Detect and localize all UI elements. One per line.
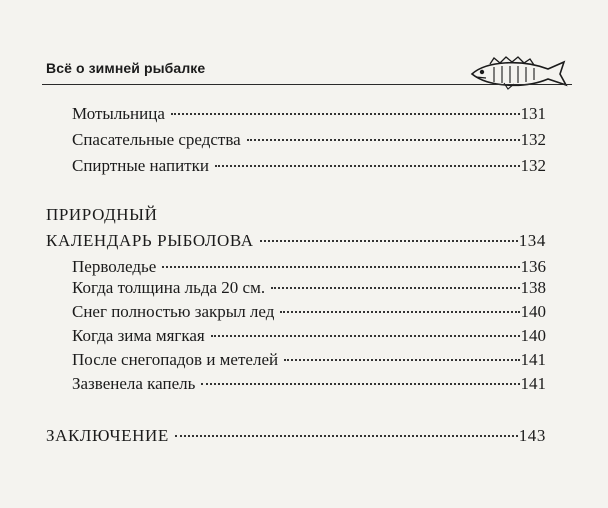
toc-entry-page: 131 bbox=[520, 104, 546, 123]
dot-leader bbox=[215, 165, 520, 167]
toc-entry bbox=[72, 374, 546, 394]
toc-section-entry bbox=[46, 426, 546, 446]
dot-leader bbox=[162, 266, 519, 268]
toc-entry-page: 141 bbox=[520, 350, 546, 369]
toc-entry-page: 132 bbox=[520, 156, 546, 175]
dot-leader bbox=[280, 311, 519, 313]
toc-entry-title: Перволедье bbox=[72, 257, 157, 276]
toc-entry bbox=[72, 326, 546, 346]
toc-entry bbox=[72, 302, 546, 322]
toc-entry-title: После снегопадов и метелей bbox=[72, 350, 279, 369]
toc-entry bbox=[72, 257, 546, 277]
toc-entry-title: Мотыльница bbox=[72, 104, 165, 123]
toc-section-entry bbox=[46, 231, 546, 251]
toc-entry bbox=[72, 104, 546, 124]
toc-entry-page: 140 bbox=[520, 302, 546, 321]
toc-entry bbox=[72, 156, 546, 176]
conclusion-page: 143 bbox=[518, 426, 546, 445]
header-rule bbox=[42, 84, 572, 85]
dot-leader bbox=[211, 335, 520, 337]
toc-entry-title: Когда зима мягкая bbox=[72, 326, 205, 345]
dot-leader bbox=[260, 240, 518, 242]
running-title: Всё о зимней рыбалке bbox=[46, 60, 206, 76]
toc-entry-page: 141 bbox=[520, 374, 546, 393]
toc-entry-title: Когда толщина льда 20 см. bbox=[72, 278, 266, 297]
perch-fish-icon bbox=[464, 55, 574, 91]
dot-leader bbox=[175, 435, 518, 437]
dot-leader bbox=[271, 287, 519, 289]
toc-section-page: 134 bbox=[518, 231, 546, 250]
toc-entry bbox=[72, 350, 546, 370]
toc-entry-title: Спасательные средства bbox=[72, 130, 241, 149]
toc-entry-page: 138 bbox=[520, 278, 546, 297]
section-heading-line2: КАЛЕНДАРЬ РЫБОЛОВА bbox=[46, 231, 254, 250]
toc-entry bbox=[72, 278, 546, 298]
conclusion-title: ЗАКЛЮЧЕНИЕ bbox=[46, 426, 169, 445]
toc-entry-page: 140 bbox=[520, 326, 546, 345]
dot-leader bbox=[171, 113, 520, 115]
toc-entry-page: 136 bbox=[520, 257, 546, 276]
dot-leader bbox=[284, 359, 519, 361]
dot-leader bbox=[201, 383, 519, 385]
toc-entry bbox=[72, 130, 546, 150]
section-heading-line1: ПРИРОДНЫЙ bbox=[46, 205, 158, 224]
dot-leader bbox=[247, 139, 520, 141]
toc-entry-title: Спиртные напитки bbox=[72, 156, 209, 175]
toc-entry-page: 132 bbox=[520, 130, 546, 149]
toc-entry-title: Снег полностью закрыл лед bbox=[72, 302, 275, 321]
toc-entry-title: Зазвенела капель bbox=[72, 374, 196, 393]
